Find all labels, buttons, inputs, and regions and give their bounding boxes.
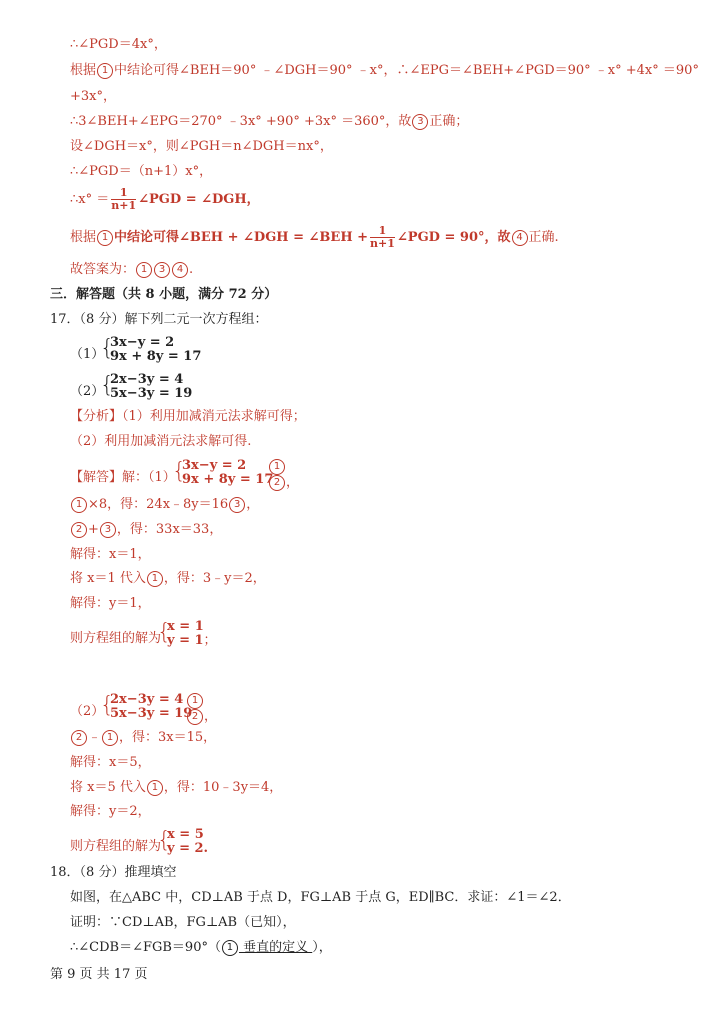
circled-number: 1 (222, 940, 238, 956)
equation: x = 5 (167, 827, 204, 842)
text: 则方程组的解为 (70, 631, 162, 646)
text: ， (246, 497, 260, 512)
brace: { (172, 459, 186, 484)
text: 解得：x＝5， (70, 755, 151, 770)
text: 如图，在△ABC 中，CD⊥AB 于点 D，FG⊥AB 于点 G，ED∥BC．求证：∠1＝∠2． (70, 890, 571, 905)
text: 解得：y＝2， (70, 804, 151, 819)
denominator: n+1 (370, 237, 395, 250)
text: ）， (312, 940, 332, 955)
text: 将 x＝5 代入 (70, 780, 146, 795)
proof-line (70, 939, 332, 957)
circled-number: 1 (187, 693, 203, 709)
solution-label (70, 469, 176, 487)
text: ，得：3﹣y＝2， (163, 571, 266, 586)
text: （2） (70, 704, 105, 719)
text: ×8，得：24x﹣8y＝16 (88, 497, 229, 512)
circled-number: 1 (147, 780, 163, 796)
fraction (111, 187, 136, 212)
solution-line (70, 88, 116, 106)
answer-line (70, 261, 193, 279)
text: + (88, 522, 99, 537)
circled-number: 1 (71, 497, 87, 513)
text: （1） (70, 347, 105, 362)
text: 18．（8 分）推理填空 (50, 865, 177, 880)
numerator: 1 (370, 225, 395, 238)
solution-line (70, 595, 151, 613)
proof-line (70, 914, 296, 932)
text: 则方程组的解为 (70, 839, 162, 854)
solution-line (70, 62, 699, 80)
solution-line (70, 186, 260, 214)
circled-number: 1 (97, 63, 113, 79)
solution-line (70, 838, 161, 856)
solution-line (70, 803, 151, 821)
text: （2）利用加减消元法求解可得. (70, 434, 252, 449)
equation: 5x−3y = 19 (110, 706, 193, 721)
circled-number: 3 (100, 522, 116, 538)
text: ∴x° ＝ (70, 192, 110, 207)
circled-number: 1 (269, 459, 285, 475)
solution-line (70, 570, 266, 588)
text: 【解答】解：（1） (70, 470, 176, 485)
solution-line (70, 779, 282, 797)
solution-line (70, 521, 222, 539)
page-footer (50, 966, 147, 984)
text: 将 x＝1 代入 (70, 571, 146, 586)
text: 【分析】（1）利用加减消元法求解可得； (70, 409, 306, 424)
circled-number: 1 (136, 262, 152, 278)
equation: 5x−3y = 19 (110, 386, 193, 401)
question-18 (50, 864, 176, 882)
text: ， (286, 475, 300, 490)
equation: 9x + 8y = 17 (182, 472, 274, 487)
equation: 2x−3y = 4 (110, 692, 184, 707)
brace: { (100, 373, 114, 398)
analysis-line (70, 433, 251, 451)
circled-number: 4 (172, 262, 188, 278)
text: +3x°， (70, 89, 116, 104)
page-number: 第 9 页 共 17 页 (50, 967, 148, 982)
text: . (189, 262, 194, 277)
text: ， (204, 709, 218, 724)
solution-line (70, 138, 333, 156)
text: ∴3∠BEH+∠EPG＝270° ﹣3x° +90° +3x° ＝360°，故 (70, 114, 412, 129)
text: 正确. (528, 230, 559, 245)
circled-number: 2 (269, 475, 285, 491)
text: ，得：33x＝33， (116, 522, 223, 537)
brace: { (157, 828, 171, 853)
question-text (70, 889, 571, 907)
equation: 2x−3y = 4 (110, 372, 184, 387)
fill-blank: 垂直的定义 (238, 940, 313, 955)
text: 根据 (70, 230, 97, 245)
equation: 3x−y = 2 (182, 458, 247, 473)
solution-line (70, 496, 259, 514)
circled-number: 1 (147, 571, 163, 587)
text: 17．（8 分）解下列二元一次方程组： (50, 312, 268, 327)
equation: x = 1 (167, 619, 204, 634)
text: 解得：x＝1， (70, 547, 151, 562)
text: ，得：3x＝15， (119, 730, 217, 745)
solution-line (70, 224, 559, 252)
text: ； (203, 633, 217, 648)
equation: 3x−y = 2 (110, 335, 175, 350)
equation-markers (268, 459, 299, 491)
circled-number: 1 (97, 230, 113, 246)
circled-number: 1 (102, 730, 118, 746)
solution-line (70, 754, 151, 772)
brace: { (100, 693, 114, 718)
circled-number: 4 (512, 230, 528, 246)
solution-line (70, 546, 151, 564)
text: （2） (70, 384, 105, 399)
text: 设∠DGH＝x°，则∠PGH＝n∠DGH＝nx°， (70, 139, 333, 154)
text: ∠PGD = 90°，故 (396, 230, 511, 245)
solution-line (70, 630, 161, 648)
solution-line (70, 163, 212, 181)
text: 故答案为： (70, 262, 136, 277)
denominator: n+1 (111, 199, 137, 212)
brace: { (157, 620, 171, 645)
equation-markers (186, 693, 217, 725)
text: 三．解答题（共 8 小题，满分 72 分） (50, 287, 278, 302)
circled-number: 2 (187, 709, 203, 725)
text: 正确； (429, 114, 469, 129)
text: 证明：∵CD⊥AB，FG⊥AB（已知）， (70, 915, 296, 930)
text: ﹣ (88, 730, 102, 745)
numerator: 1 (111, 187, 136, 200)
solution-line (70, 36, 167, 54)
question-17 (50, 311, 267, 329)
text: ，得：10﹣3y＝4， (163, 780, 283, 795)
circled-number: 3 (154, 262, 170, 278)
equation: y = 1 (167, 633, 204, 648)
circled-number: 3 (229, 497, 245, 513)
analysis-line (70, 408, 306, 426)
text: ∴∠PGD＝4x°， (70, 37, 167, 52)
text: 中结论可得∠BEH + ∠DGH = ∠BEH + (114, 230, 369, 245)
text: 根据 (70, 63, 97, 78)
equation: y = 2. (167, 841, 209, 856)
solution-line (70, 113, 468, 131)
solution-line (70, 729, 216, 747)
brace: { (100, 336, 114, 361)
text: 中结论可得∠BEH＝90° ﹣∠DGH＝90° ﹣x°，∴∠EPG＝∠BEH+∠PGD＝90° ﹣x° +4x° ＝90° (114, 63, 699, 78)
circled-number: 2 (71, 730, 87, 746)
fraction (370, 225, 395, 250)
text: 解得：y＝1， (70, 596, 151, 611)
text: ∠PGD = ∠DGH， (138, 192, 260, 207)
circled-number: 3 (412, 114, 428, 130)
equation: 9x + 8y = 17 (110, 349, 202, 364)
section-heading (50, 286, 277, 304)
text: ∴∠PGD＝（n+1）x°， (70, 164, 213, 179)
text: ∴∠CDB＝∠FGB＝90°（ (70, 940, 221, 955)
circled-number: 2 (71, 522, 87, 538)
